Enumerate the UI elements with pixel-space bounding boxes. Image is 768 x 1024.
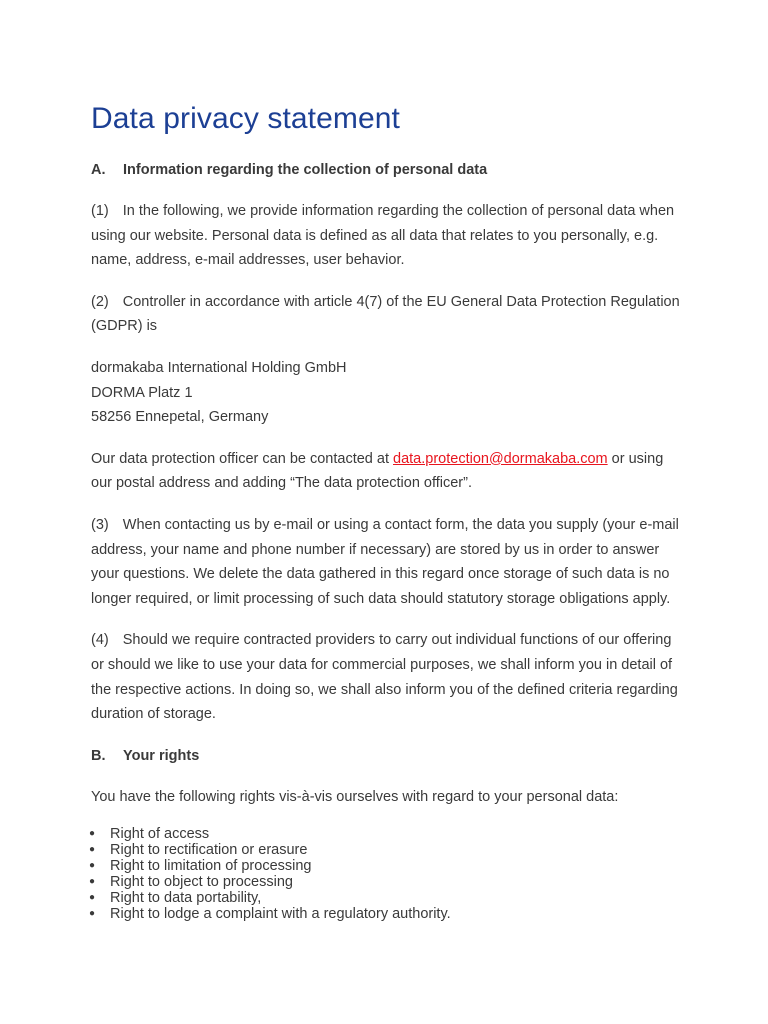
bullet-icon: ● <box>89 892 96 904</box>
paragraph-2-text: Controller in accordance with article 4(7) of the EU General Data Protection Regulation (GDPR) is <box>91 293 680 335</box>
right-label: Right to rectification or erasure <box>110 842 308 859</box>
right-label: Right to limitation of processing <box>110 858 312 875</box>
paragraph-1 <box>91 199 681 273</box>
list-item <box>91 842 681 858</box>
officer-contact <box>91 447 681 496</box>
right-label: Right of access <box>110 826 210 843</box>
section-a-letter: A. <box>91 162 106 178</box>
section-a-title: Information regarding the collection of personal data <box>123 162 488 178</box>
section-b-heading <box>91 744 681 768</box>
paragraph-1-text: In the following, we provide information regarding the collection of personal data when using our website. Personal data is defined as all data that relates to you personally, e.g. name, address, e-mail addresses, user behavior. <box>91 203 675 269</box>
list-item <box>91 826 681 842</box>
bullet-icon: ● <box>89 844 96 856</box>
bullet-icon: ● <box>89 908 96 920</box>
bullet-icon: ● <box>89 876 96 888</box>
right-label: Right to lodge a complaint with a regulatory authority. <box>110 906 451 923</box>
section-b-letter: B. <box>91 747 106 764</box>
list-item <box>91 890 681 906</box>
address-company: dormakaba International Holding GmbH <box>91 359 347 376</box>
paragraph-4-number: (4) <box>91 632 109 649</box>
bullet-icon: ● <box>89 860 96 872</box>
list-item <box>91 906 681 922</box>
list-item <box>91 858 681 874</box>
paragraph-4-text: Should we require contracted providers to carry out individual functions of our offering or should we like to use your data for commercial purposes, we shall inform you in detail of the respective actions. In doing so, we shall also inform you of the defined criteria regarding duration of storage. <box>91 632 678 723</box>
paragraph-2-number: (2) <box>91 293 109 310</box>
officer-text-before: Our data protection officer can be contacted at <box>91 450 394 467</box>
right-label: Right to data portability, <box>110 890 262 907</box>
paragraph-3-text: When contacting us by e-mail or using a contact form, the data you supply (your e-mail address, your name and phone number if necessary) are stored by us in order to answer your questions. We delete the data gathered in this regard once storage of such data is no longer required, or limit processing of such data should statutory storage obligations apply. <box>91 516 679 607</box>
paragraph-2 <box>91 290 681 339</box>
section-b-title: Your rights <box>123 747 200 764</box>
paragraph-1-number: (1) <box>91 203 109 219</box>
officer-text-after: or using our postal address and adding “The data protection officer”. <box>91 450 664 492</box>
paragraph-4 <box>91 628 681 726</box>
section-a-heading <box>91 158 681 182</box>
controller-address <box>91 356 681 430</box>
paragraph-3 <box>91 513 681 611</box>
address-street: DORMA Platz 1 <box>91 384 193 401</box>
rights-list <box>91 826 681 922</box>
address-city: 58256 Ennepetal, Germany <box>91 409 269 426</box>
officer-email-link[interactable]: data.protection@dormakaba.com <box>393 450 608 467</box>
document-page <box>91 100 681 922</box>
rights-intro: You have the following rights vis-à-vis ourselves with regard to your personal data: <box>91 788 619 805</box>
list-item <box>91 874 681 890</box>
bullet-icon: ● <box>89 828 96 840</box>
page-title: Data privacy statement <box>91 102 400 135</box>
paragraph-3-number: (3) <box>91 516 109 533</box>
right-label: Right to object to processing <box>110 874 293 891</box>
